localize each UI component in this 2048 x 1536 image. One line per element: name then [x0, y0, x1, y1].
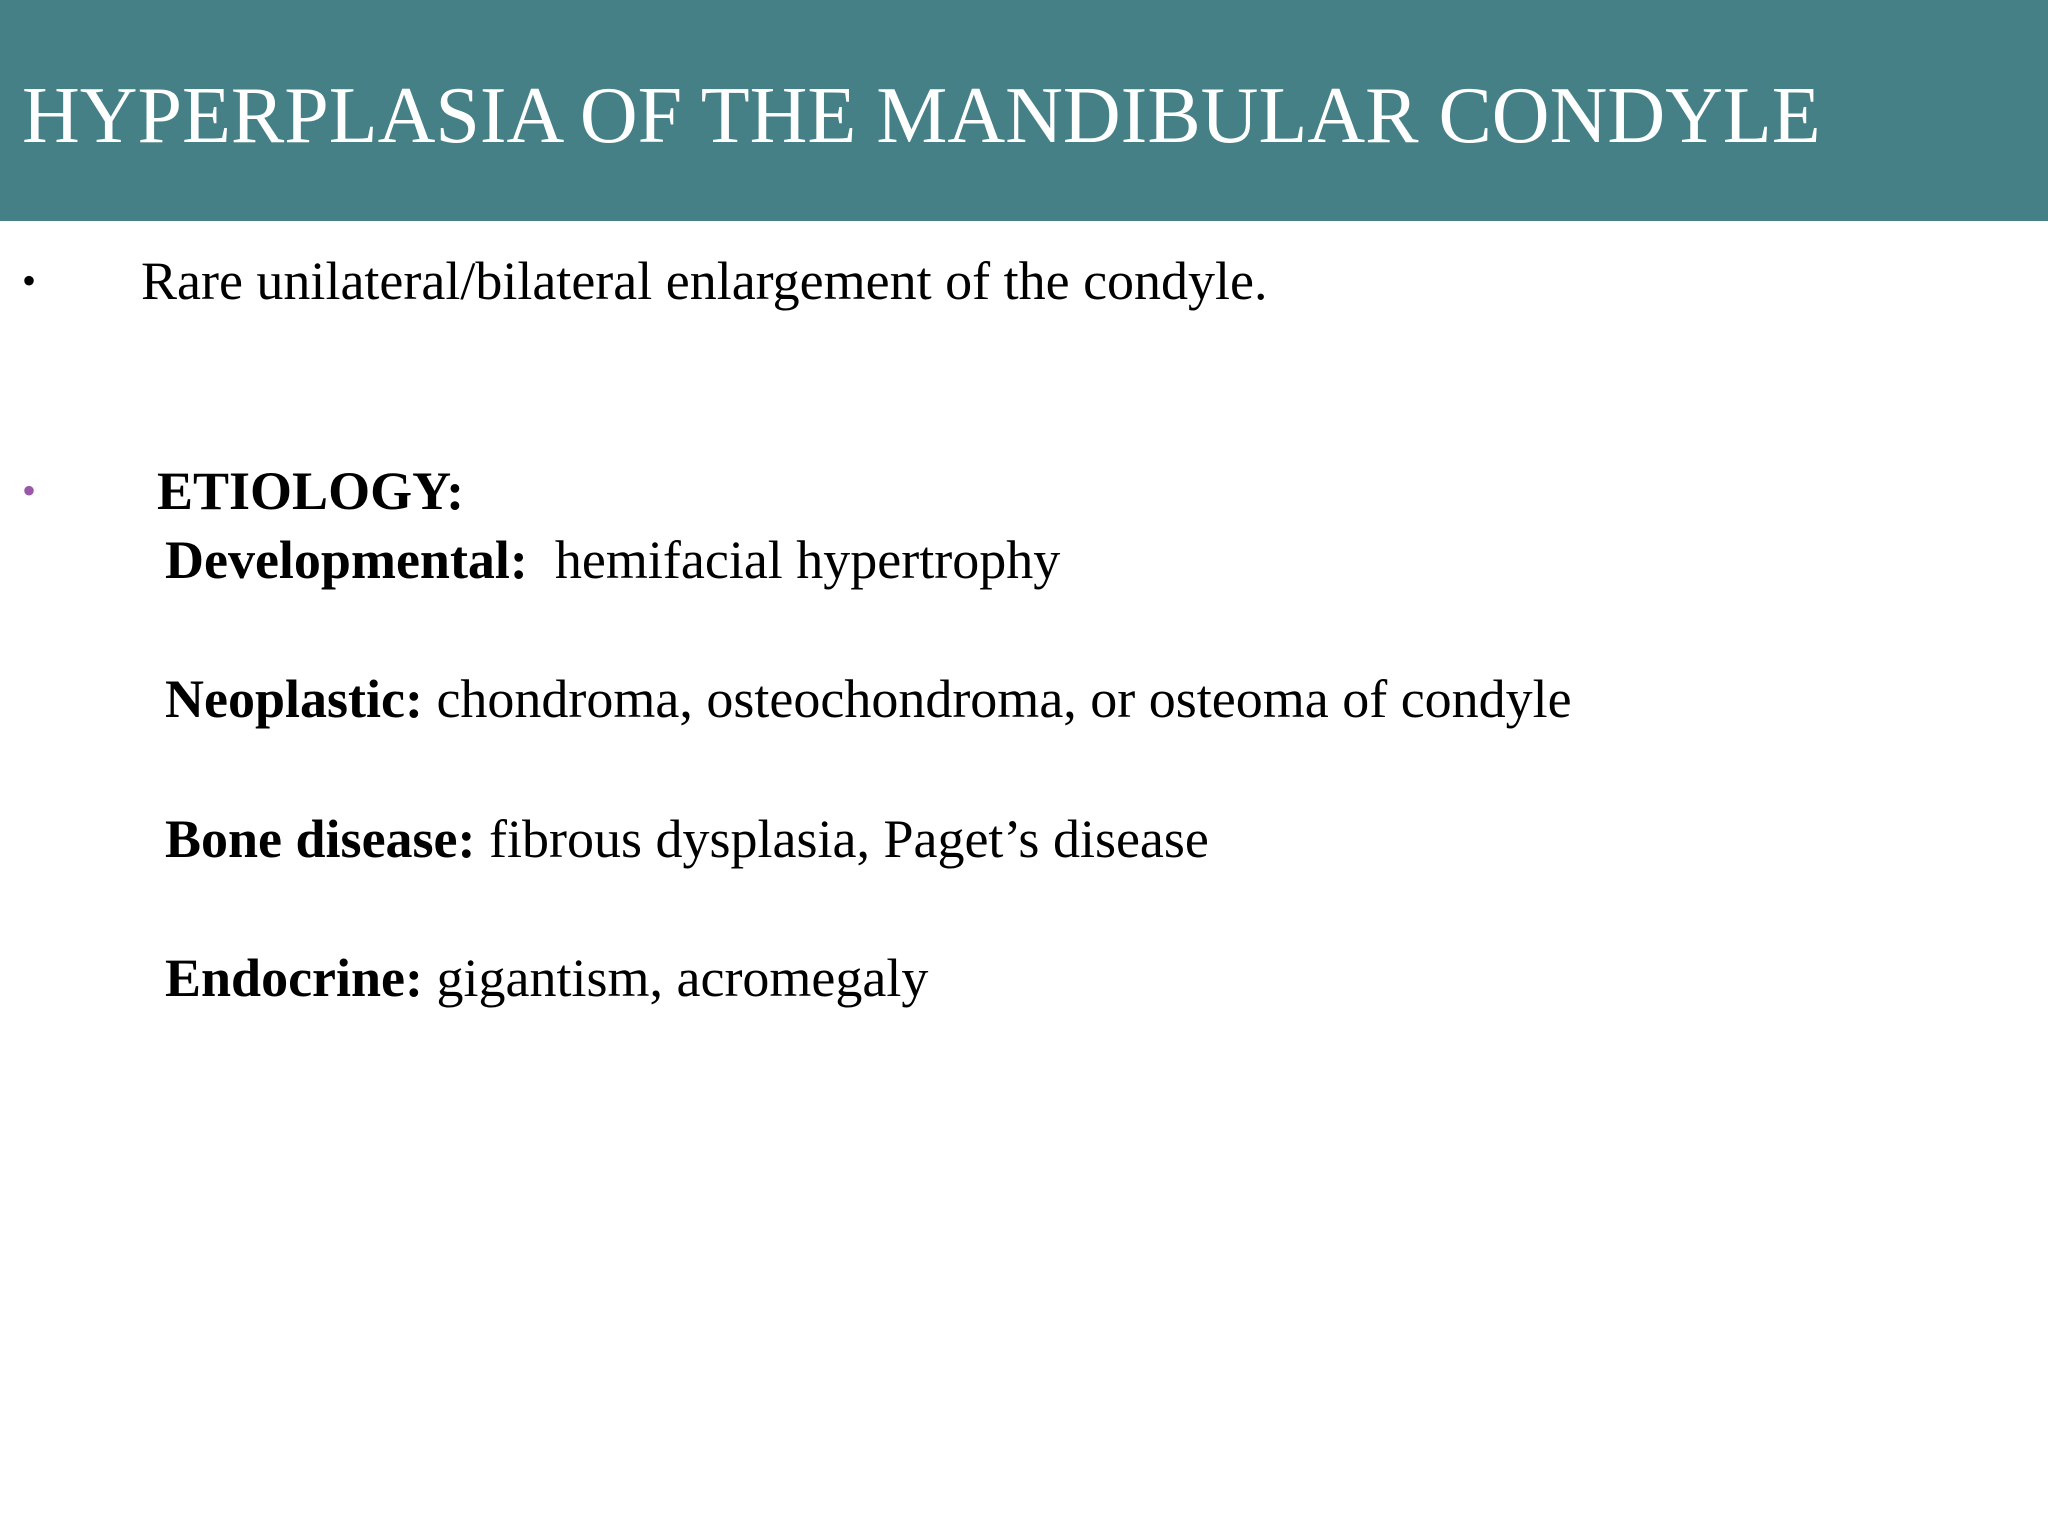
etiology-label: Developmental:	[165, 530, 528, 590]
etiology-label: Bone disease:	[165, 809, 476, 869]
etiology-item-neoplastic	[165, 666, 1572, 732]
etiology-text: chondroma, osteochondroma, or osteoma of condyle	[422, 669, 1572, 729]
etiology-item-endocrine	[165, 945, 928, 1011]
slide-title: HYPERPLASIA OF THE MANDIBULAR CONDYLE	[22, 72, 1821, 160]
etiology-label: Endocrine:	[165, 948, 424, 1008]
etiology-text: gigantism, acromegaly	[423, 948, 929, 1008]
etiology-text: hemifacial hypertrophy	[527, 530, 1061, 590]
etiology-label: Neoplastic:	[165, 669, 423, 729]
etiology-text: fibrous dysplasia, Paget’s disease	[475, 809, 1209, 869]
bullet-marker: •	[22, 468, 37, 513]
etiology-item-bone-disease	[165, 806, 1209, 872]
etiology-heading: ETIOLOGY:	[157, 461, 465, 521]
bullet-text-definition: Rare unilateral/bilateral enlargement of the condyle.	[141, 251, 1268, 311]
title-bar	[0, 0, 2048, 221]
bullet-marker: •	[22, 258, 37, 303]
etiology-item-developmental	[165, 527, 1060, 593]
